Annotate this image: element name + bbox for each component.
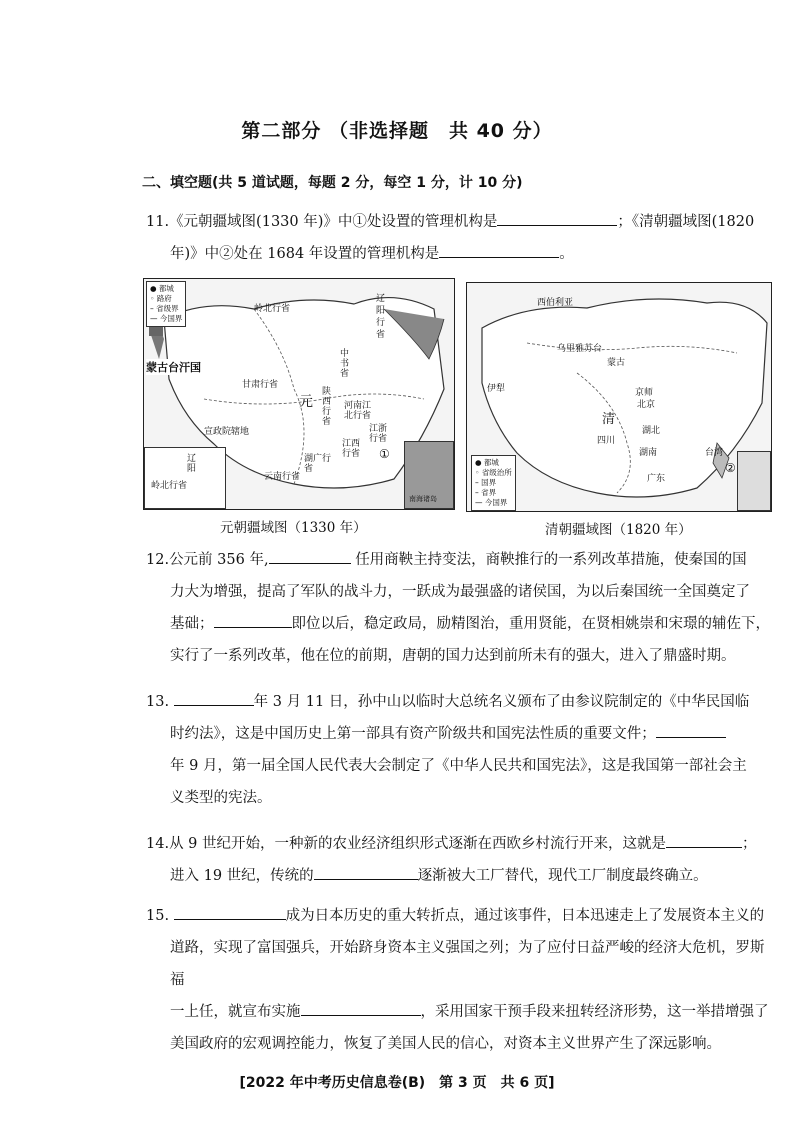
south-sea-inset — [737, 451, 771, 511]
yuan-dynasty-map — [143, 278, 455, 510]
south-sea-inset: 南海诸岛 — [404, 441, 454, 509]
answer-blank[interactable] — [497, 211, 617, 226]
map-label: 中书省 — [340, 349, 350, 379]
question-13: 13. 年 3 月 11 日，孙中山以临时大总统名义颁布了由参议院制定的《中华民国临 时约法》，这是中国历史上第一部具有资产阶级共和国宪法性质的重要文件； 年 9 月，第一届全国人民代表大会制定了《中华人民共和国宪法》，这是我国第一部社会主 义类型的宪法。 — [146, 686, 776, 814]
map-label: 辽阳行省 — [376, 294, 386, 340]
question-15: 15. 成为日本历史的重大转折点，通过该事件，日本迅速走上了发展资本主义的 道路，实现了富国强兵，开始跻身资本主义强国之列；为了应付日益严峻的经济大危机，罗斯福 一上任，就宣布实施 ，采用国家干预手段来扭转经济形势，这一举措增强了 美国政府的宏观调控能力，恢复了美国人民的信心，对资本主义世界产生了深远影响。 — [146, 900, 776, 1060]
map-label: 江西行省 — [342, 439, 361, 459]
marker-1: ① — [379, 447, 390, 461]
map-label: 蒙古 — [607, 358, 626, 368]
qing-map-legend: ● 都城 ◦ 省级治所 – 国界 – 省界 — 今国界 — [471, 455, 516, 511]
yuan-inset-map: 辽阳 岭北行省 — [144, 447, 226, 509]
map-label: 湖北 — [642, 426, 661, 436]
answer-blank[interactable] — [214, 613, 292, 628]
qing-map-caption: 清朝疆域图（1820 年） — [545, 522, 692, 538]
map-label: 湖南 — [639, 448, 658, 458]
section-heading: 二、填空题(共 5 道试题，每题 2 分，每空 1 分，计 10 分) — [142, 175, 523, 191]
map-label: 乌里雅苏台 — [557, 344, 603, 354]
answer-blank[interactable] — [656, 723, 726, 738]
map-label: 江浙行省 — [369, 424, 388, 444]
page-footer: [2022 年中考历史信息卷(B) 第 3 页 共 6 页] — [239, 1075, 555, 1091]
answer-blank[interactable] — [174, 905, 286, 920]
map-label: 西伯利亚 — [537, 298, 574, 308]
yuan-map-caption: 元朝疆域图（1330 年） — [220, 520, 367, 536]
map-label: 四川 — [597, 436, 616, 446]
map-label: 广东 — [647, 474, 666, 484]
question-11: 11.《元朝疆域图(1330 年)》中①处设置的管理机构是 ；《清朝疆域图(1820 年)》中②处在 1684 年设置的管理机构是 。 — [146, 206, 776, 270]
answer-blank[interactable] — [301, 1001, 421, 1016]
map-label: 陕西行省 — [322, 387, 332, 427]
map-label: 甘肃行省 — [242, 380, 279, 390]
map-label: 云南行省 — [264, 472, 301, 482]
yuan-map-legend: ● 都城 ◦ 路府 – 省级界 — 今国界 — [146, 281, 186, 327]
map-label: 河南江北行省 — [344, 401, 372, 421]
marker-2: ② — [725, 461, 736, 475]
question-12: 12.公元前 356 年, 任用商鞅主持变法，商鞅推行的一系列改革措施，使秦国的国 力大为增强，提高了军队的战斗力，一跃成为最强盛的诸侯国，为以后秦国统一全国奠定了 基础； 即位以后，稳定政局，励精图治，重用贤能，在贤相姚崇和宋璟的辅佐下， 实行了一系列改革，他在位的前期，唐朝的国力达到前所未有的强大，进入了鼎盛时期。 — [146, 544, 776, 672]
map-label: 清 — [602, 412, 616, 427]
answer-blank[interactable] — [269, 549, 351, 564]
map-label: 北京 — [637, 400, 656, 410]
answer-blank[interactable] — [314, 865, 418, 880]
map-label: 蒙古台汗国 — [146, 361, 201, 374]
answer-blank[interactable] — [174, 691, 254, 706]
question-14: 14.从 9 世纪开始，一种新的农业经济组织形式逐渐在西欧乡村流行开来，这就是 ； 进入 19 世纪，传统的 逐渐被大工厂替代，现代工厂制度最终确立。 — [146, 828, 776, 892]
map-label: 京师 — [635, 388, 654, 398]
map-label: 宣政院辖地 — [204, 427, 250, 437]
map-label: 元 — [299, 394, 313, 410]
map-label: 岭北行省 — [254, 304, 291, 314]
qing-dynasty-map — [466, 282, 772, 512]
map-label: 台湾 — [705, 448, 724, 458]
map-label: 伊犁 — [487, 384, 506, 394]
answer-blank[interactable] — [439, 243, 559, 258]
page-title: 第二部分 （非选择题 共 40 分） — [241, 120, 553, 142]
question-number: 11. — [146, 214, 170, 230]
map-label: 湖广行省 — [304, 454, 332, 474]
answer-blank[interactable] — [666, 833, 742, 848]
